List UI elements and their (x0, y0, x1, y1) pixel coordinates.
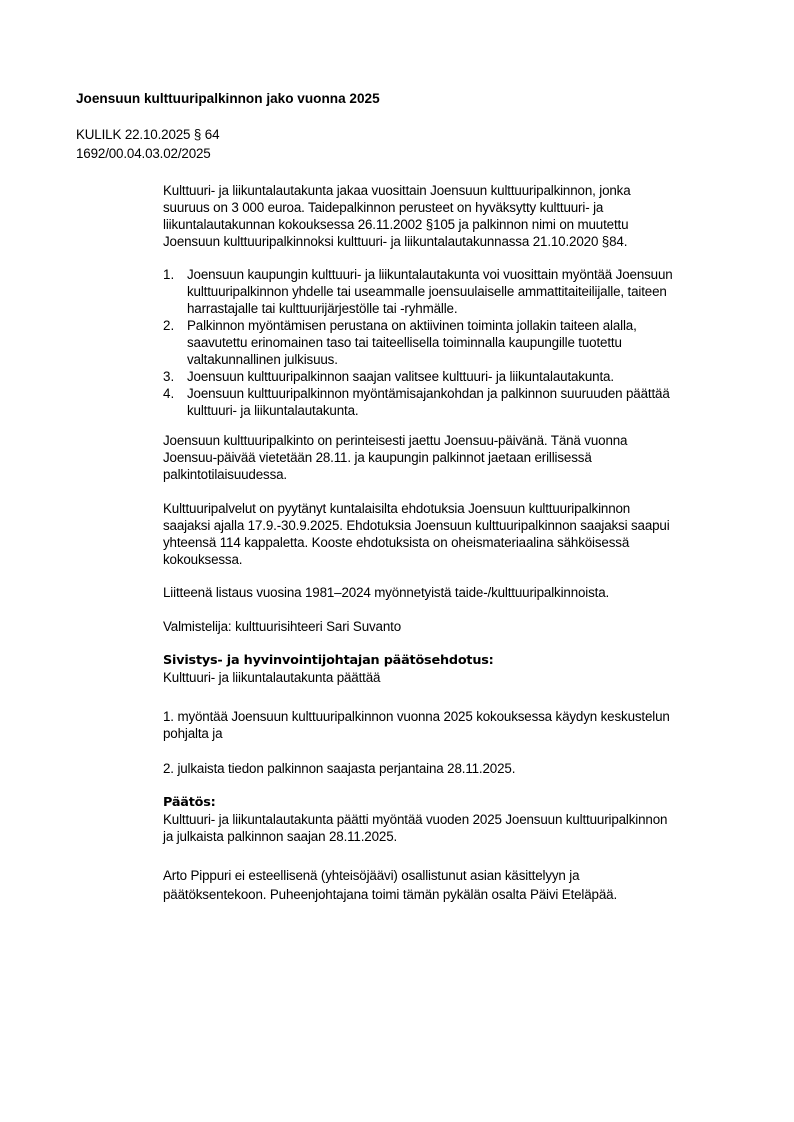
list-line: valtakunnallinen julkisuus. (187, 352, 338, 367)
meeting-reference: KULILK 22.10.2025 § 64 (76, 127, 220, 142)
paragraph-line: kokouksessa. (163, 552, 243, 567)
preparer-line: Valmistelija: kulttuurisihteeri Sari Suvanto (163, 619, 402, 634)
proposal-line: 1. myöntää Joensuun kulttuuripalkinnon vuonna 2025 kokouksessa käydyn keskustelun (163, 709, 670, 724)
list-number: 4. (163, 386, 175, 401)
list-line: Joensuun kaupungin kulttuuri- ja liikuntalautakunta voi vuosittain myöntää Joensuun (187, 267, 673, 282)
intro-line: Kulttuuri- ja liikuntalautakunta jakaa vuosittain Joensuun kulttuuripalkinnon, jonka (163, 183, 631, 198)
note-line: päätöksentekoon. Puheenjohtajana toimi tämän pykälän osalta Päivi Eteläpää. (163, 887, 618, 902)
decision-line: Kulttuuri- ja liikuntalautakunta päätti myöntää vuoden 2025 Joensuun kulttuuripalkinnon (163, 812, 668, 827)
list-line: Joensuun kulttuuripalkinnon saajan valitsee kulttuuri- ja liikuntalautakunta. (187, 369, 614, 384)
attachment-note: Liitteenä listaus vuosina 1981–2024 myönnetyistä taide-/kulttuuripalkinnoista. (163, 585, 610, 600)
paragraph-line: Joensuu-päivää vietetään 28.11. ja kaupungin palkinnot jaetaan erillisessä (163, 450, 592, 465)
proposal-intro: Kulttuuri- ja liikuntalautakunta päättää (163, 670, 381, 685)
note-line: Arto Pippuri ei esteellisenä (yhteisöjäävi) osallistunut asian käsittelyyn ja (163, 868, 580, 883)
proposal-item-2: 2. julkaista tiedon palkinnon saajasta perjantaina 28.11.2025. (163, 761, 516, 776)
list-number: 3. (163, 369, 175, 384)
paragraph-line: palkintotilaisuudessa. (163, 467, 287, 482)
list-line: kulttuuripalkinnon yhdelle tai useammalle joensuulaiselle ammattitaiteilijalle, taiteen (187, 284, 667, 299)
intro-line: suuruus on 3 000 euroa. Taidepalkinnon perusteet on hyväksytty kulttuuri- ja (163, 200, 604, 215)
list-line: saavutettu erinomainen taso tai taiteellisella toiminnalla kaupungille tuotettu (187, 335, 622, 350)
paragraph-line: saajaksi ajalla 17.9.-30.9.2025. Ehdotuksia Joensuun kulttuuripalkinnon saajaksi saapui (163, 518, 670, 533)
proposal-line: pohjalta ja (163, 726, 223, 741)
list-line: Palkinnon myöntämisen perustana on aktiivinen toiminta jollakin taiteen alalla, (187, 318, 637, 333)
list-line: kulttuuri- ja liikuntalautakunta. (187, 403, 359, 418)
document-title: Joensuun kulttuuripalkinnon jako vuonna 2025 (76, 91, 380, 106)
list-number: 2. (163, 318, 175, 333)
proposal-heading: Sivistys- ja hyvinvointijohtajan päätösehdotus: (163, 653, 494, 668)
list-line: harrastajalle tai kulttuurijärjestölle tai -ryhmälle. (187, 301, 458, 316)
paragraph-line: Joensuun kulttuuripalkinto on perinteisesti jaettu Joensuu-päivänä. Tänä vuonna (163, 433, 628, 448)
decision-line: ja julkaista palkinnon saajan 28.11.2025. (163, 829, 398, 844)
paragraph-line: Kulttuuripalvelut on pyytänyt kuntalaisilta ehdotuksia Joensuun kulttuuripalkinnon (163, 501, 631, 516)
intro-line: liikuntalautakunnan kokouksessa 26.11.2002 §105 ja palkinnon nimi on muutettu (163, 217, 629, 232)
decision-heading: Päätös: (163, 795, 216, 810)
list-number: 1. (163, 267, 175, 282)
list-line: Joensuun kulttuuripalkinnon myöntämisajankohdan ja palkinnon suuruuden päättää (187, 386, 670, 401)
intro-line: Joensuun kulttuuripalkinnoksi kulttuuri- ja liikuntalautakunnassa 21.10.2020 §84. (163, 234, 628, 249)
record-number: 1692/00.04.03.02/2025 (76, 146, 211, 161)
paragraph-line: yhteensä 114 kappaletta. Kooste ehdotuksista on oheismateriaalina sähköisessä (163, 535, 630, 550)
